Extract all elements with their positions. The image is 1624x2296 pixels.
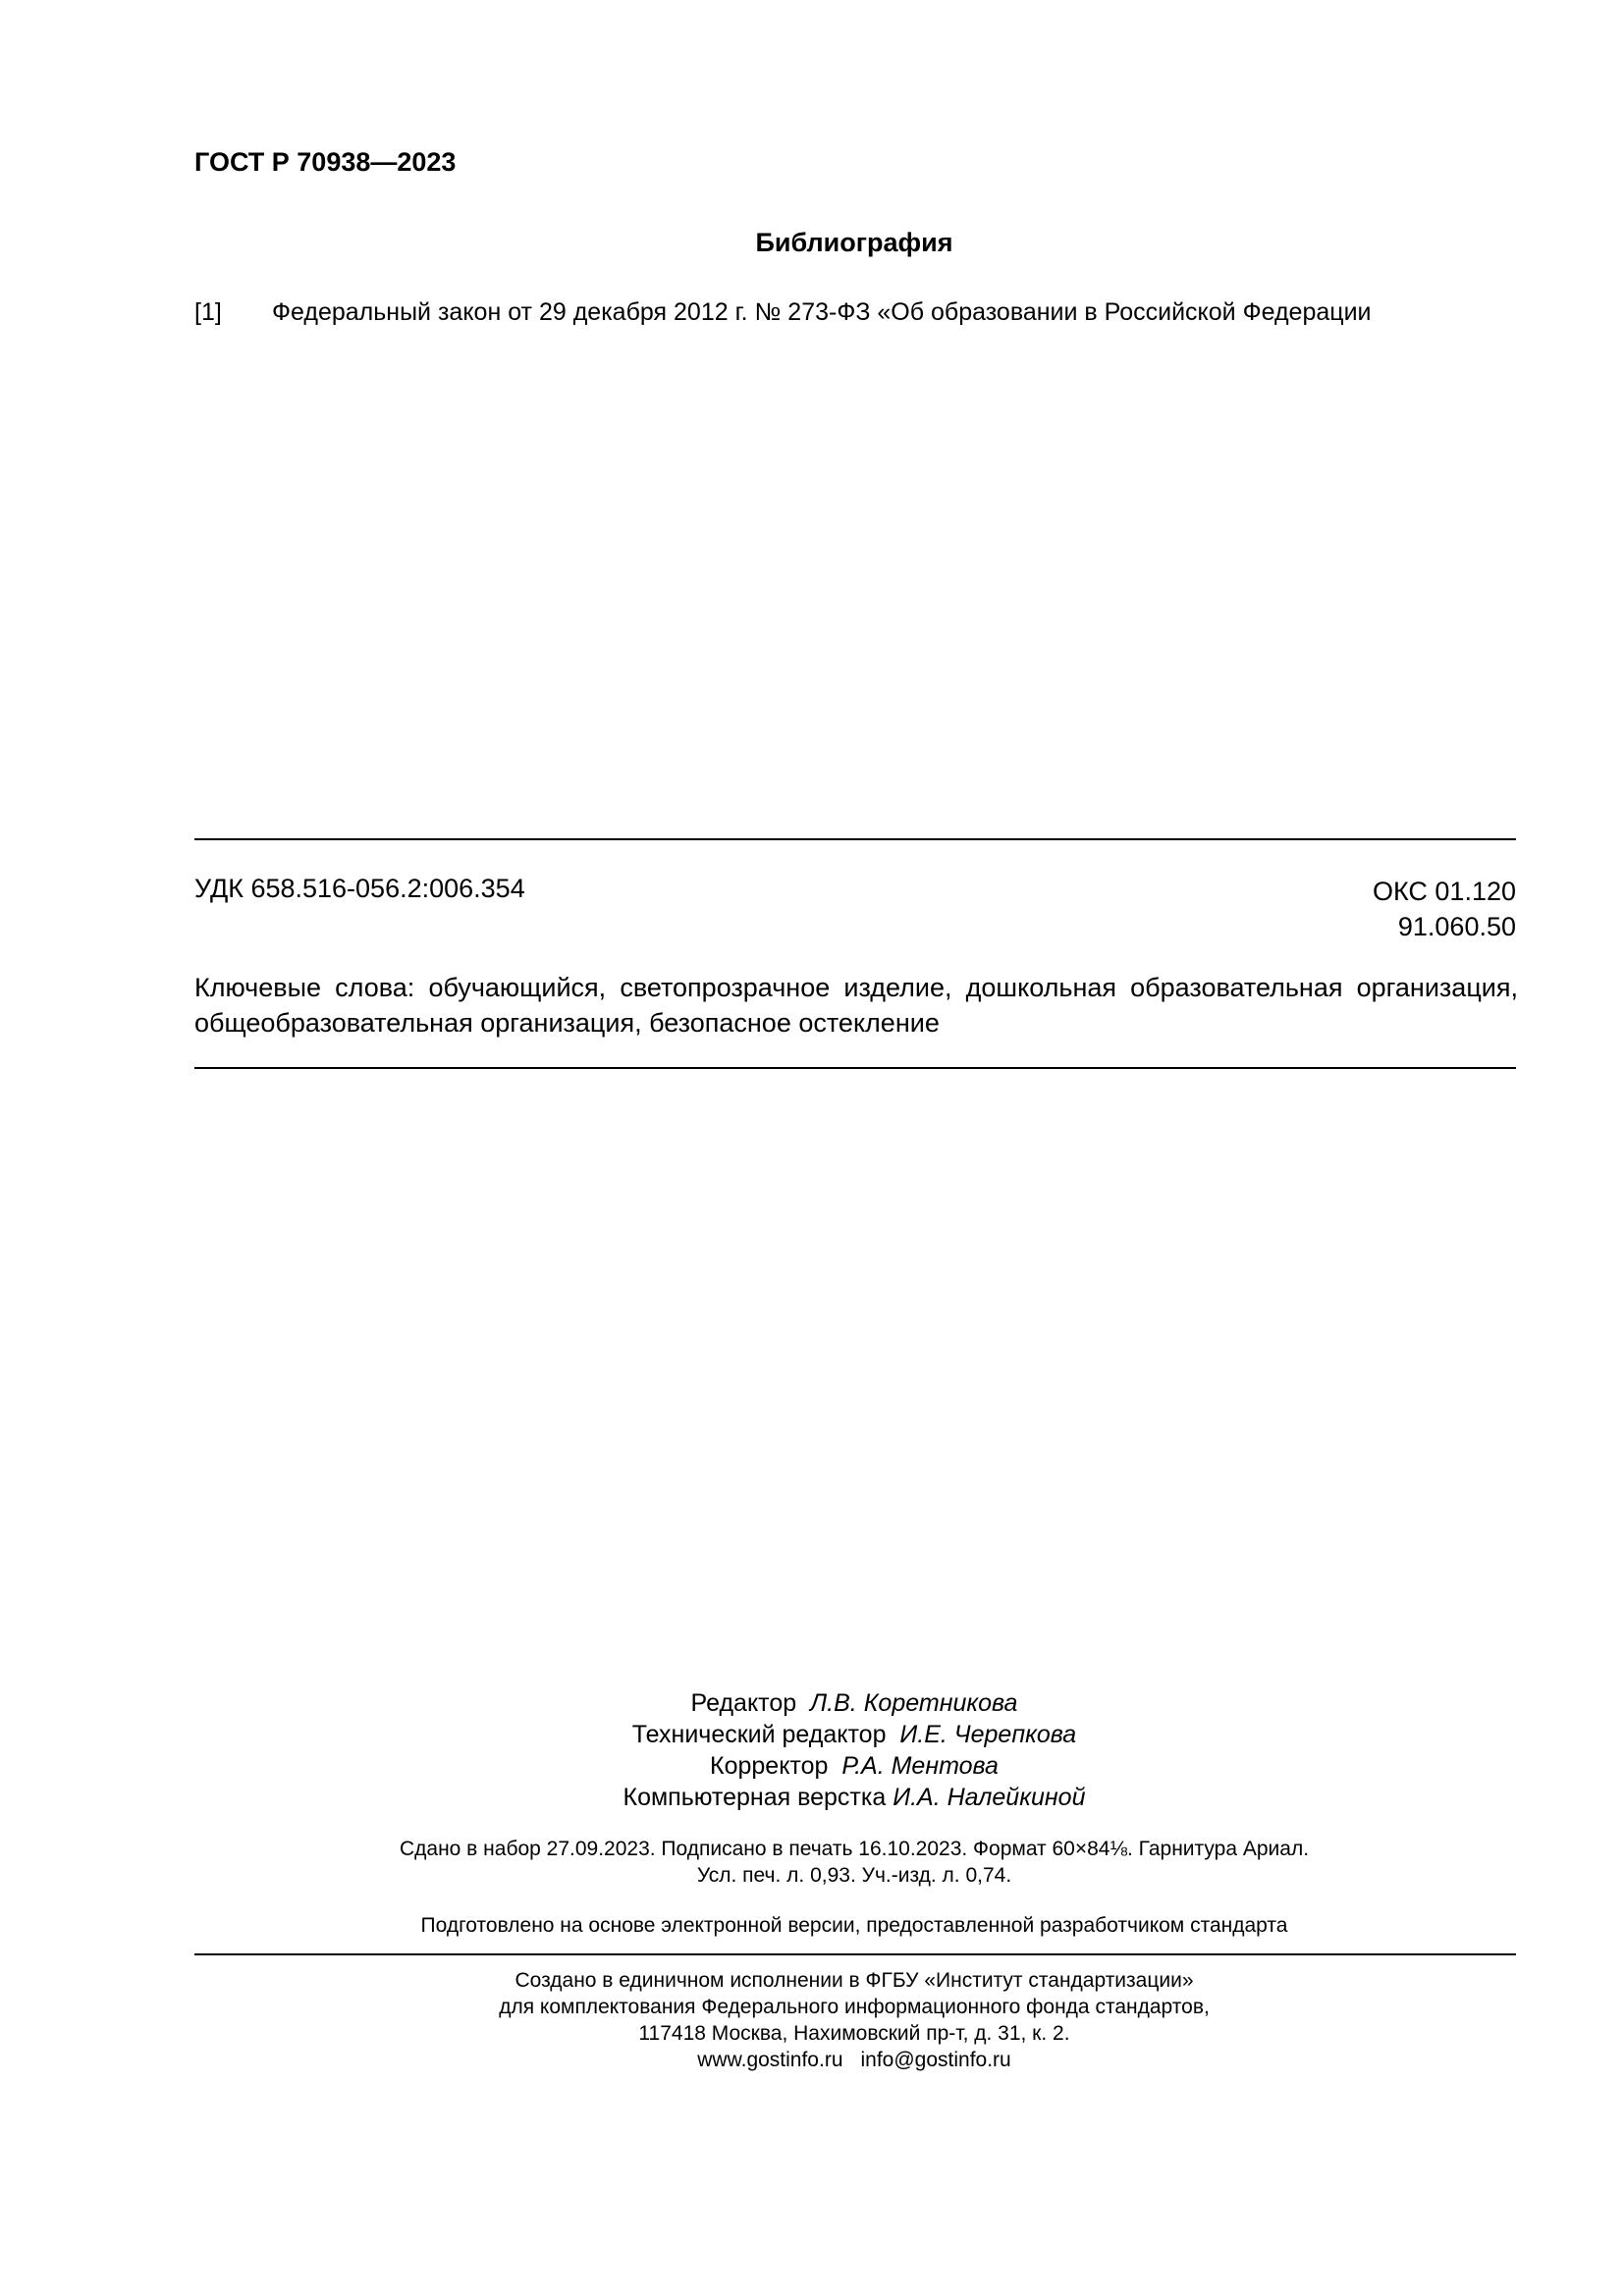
bibliography-entry-number: [1]: [194, 298, 222, 326]
staff-editor: [0, 1687, 1624, 1719]
staff-role: Компьютерная верстка: [623, 1784, 887, 1811]
footer-line1: Создано в единичном исполнении в ФГБУ «Институт стандартизации»: [514, 1969, 1194, 1992]
staff-technical-editor: [0, 1719, 1624, 1750]
print-info-line2: Усл. печ. л. 0,93. Уч.-изд. л. 0,74.: [696, 1864, 1012, 1887]
bibliography-entry-text: Федеральный закон от 29 декабря 2012 г. № 273-ФЗ «Об образовании в Российской Федерации: [272, 298, 1372, 326]
footer-line3: 117418 Москва, Нахимовский пр-т, д. 31, к. 2.: [638, 2022, 1070, 2045]
email-link[interactable]: info@gostinfo.ru: [860, 2049, 1011, 2071]
bibliography-title: Библиография: [755, 228, 953, 257]
divider-top: [194, 838, 1516, 840]
publisher-footer: [0, 1967, 1624, 2073]
staff-name: И.А. Налейкиной: [893, 1784, 1086, 1811]
staff-name: Л.В. Коретникова: [810, 1689, 1018, 1717]
keywords: Ключевые слова: обучающийся, светопрозрачное изделие, дошкольная образовательная организация, общеобразовательная организация, безопасное остекление: [194, 973, 1518, 1038]
document-id: ГОСТ Р 70938—2023: [194, 147, 457, 177]
staff-credits: [0, 1687, 1624, 1813]
staff-name: Р.А. Ментова: [841, 1752, 999, 1780]
staff-role: Редактор: [690, 1689, 797, 1717]
oks-codes: [1373, 874, 1516, 944]
oks-code-line1: ОКС 01.120: [1372, 877, 1516, 906]
print-info: [0, 1836, 1624, 1889]
oks-code-line2: 91.060.50: [1397, 912, 1516, 941]
staff-layout: [0, 1782, 1624, 1813]
staff-role: Корректор: [710, 1752, 829, 1780]
website-link[interactable]: www.gostinfo.ru: [697, 2049, 843, 2071]
footer-contacts: [0, 2047, 1624, 2073]
staff-proofreader: [0, 1750, 1624, 1782]
staff-name: И.Е. Черепкова: [899, 1721, 1077, 1748]
prepared-note: Подготовлено на основе электронной версии, предоставленной разработчиком стандарта: [420, 1914, 1288, 1937]
divider-bottom: [194, 1953, 1516, 1955]
udc-code: УДК 658.516-056.2:006.354: [194, 874, 525, 903]
staff-role: Технический редактор: [631, 1721, 887, 1748]
footer-line2: для комплектования Федерального информационного фонда стандартов,: [499, 1996, 1210, 2018]
divider-middle: [194, 1067, 1516, 1069]
print-info-line1: Сдано в набор 27.09.2023. Подписано в печать 16.10.2023. Формат 60×84⅛. Гарнитура Ариал.: [399, 1838, 1310, 1860]
